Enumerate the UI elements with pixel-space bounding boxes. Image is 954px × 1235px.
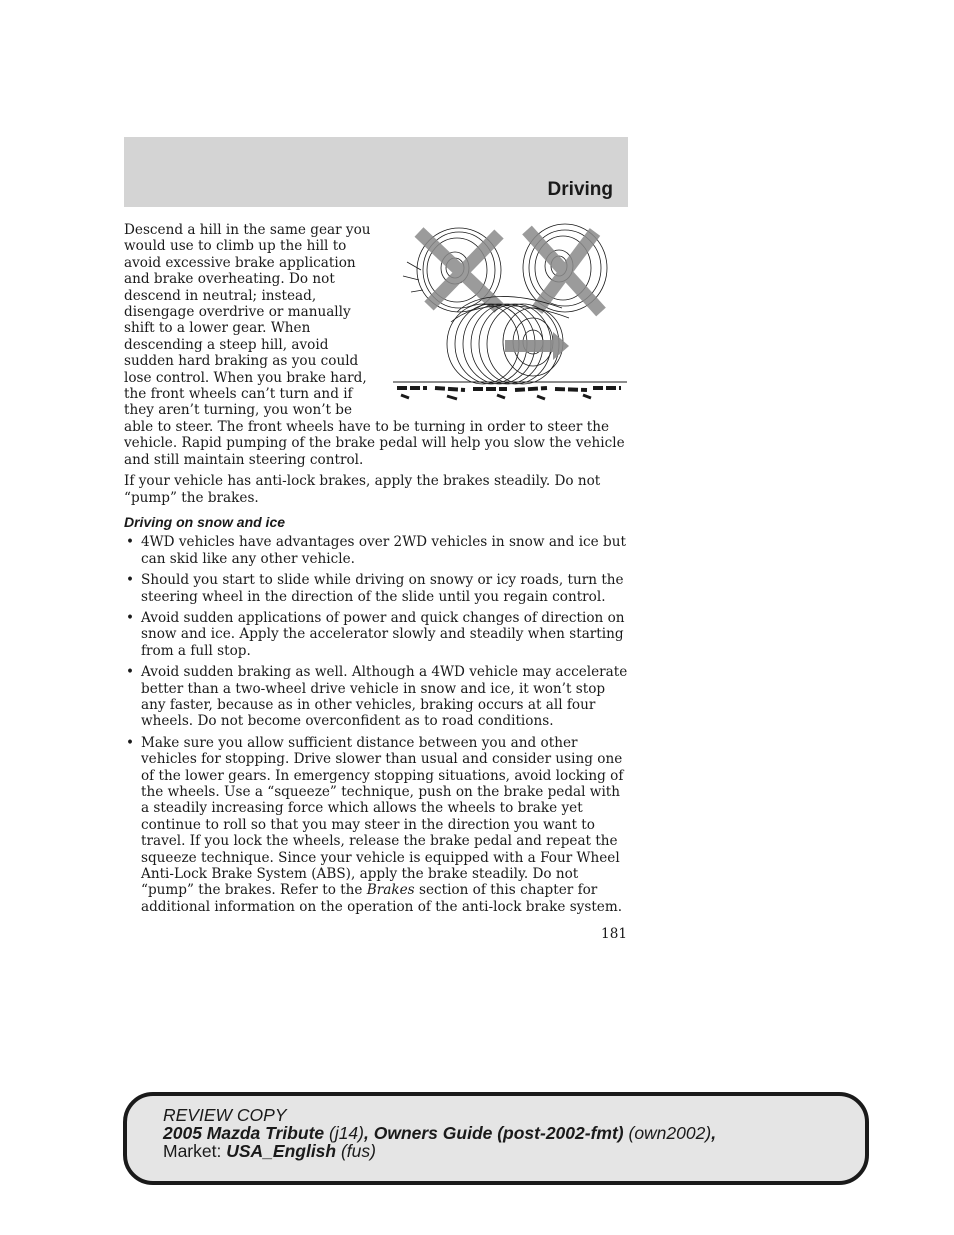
page-number: 181 — [601, 926, 627, 942]
snow-ice-heading: Driving on snow and ice — [124, 513, 286, 530]
road-surface — [393, 382, 627, 399]
list-item-text-start: Make sure you allow sufficient distance between you and other vehicles for stopping. Drive slower than usual and consider using one of the lower gears. In emergency stopping situations, avoid locking of the wheels. Use a “squeeze” technique, push on the brake pedal with a steadily increasing force which allows the wheels to brake yet continue to roll so that you may steer in the direction you want to travel. If you lock the wheels, release the brake pedal and repeat the squeeze technique. Since your vehicle is equipped with a Four Wheel Anti-Lock Brake System (ABS), apply the brake steadily. Do not “pump” the brakes. Refer to the — [141, 734, 624, 899]
footer-guide-code: (own2002) — [623, 1123, 712, 1143]
footer-market-line — [163, 1142, 716, 1160]
brakes-section-reference: Brakes — [366, 882, 415, 899]
bullet-glyph: • — [126, 664, 135, 681]
list-item-text: Avoid sudden applications of power and quick changes of direction on snow and ice. Apply the accelerator slowly and steadily when starting from a full stop. — [141, 609, 625, 659]
direction-arrow — [505, 332, 569, 360]
review-copy-label: REVIEW COPY — [163, 1105, 287, 1125]
bullet-glyph: • — [126, 734, 135, 751]
list-item — [124, 534, 629, 567]
list-item-text: Avoid sudden braking as well. Although a 4WD vehicle may accelerate better than a two-wheel drive vehicle in snow and ice, it won’t stop any faster, because as in other vehicles, braking occurs at all four wheels. Do not become overconfident as to road conditions. — [141, 664, 628, 730]
page-content — [124, 222, 629, 920]
footer-model-line — [163, 1124, 716, 1142]
review-copy-footer — [123, 1092, 869, 1185]
section-title: Driving — [547, 179, 613, 200]
list-item — [124, 735, 629, 915]
footer-market-code: (fus) — [336, 1141, 376, 1161]
footer-model: 2005 Mazda Tribute — [163, 1123, 325, 1143]
list-item — [124, 610, 629, 659]
footer-comma: , — [711, 1123, 717, 1143]
abs-paragraph: If your vehicle has anti-lock brakes, apply the brakes steadily. Do not “pump” the brakes. — [124, 473, 601, 506]
footer-text — [163, 1106, 716, 1160]
bullet-glyph: • — [126, 609, 135, 626]
list-item — [124, 664, 629, 730]
intro-paragraph: Descend a hill in the same gear you would use to climb up the hill to avoid excessive brake application and brake overheating. Do not descend in neutral; instead, disengage overdrive or manually shift to a lower gear. When descending a steep hill, avoid sudden hard braking as you could lose control. When you brake hard, the front wheels can’t turn and if they aren’t turning, you won’t be able to steer. The front wheels have to be turning in order to steer the vehicle. Rapid pumping of the brake pedal will help you slow the vehicle and still maintain steering control. — [124, 222, 625, 468]
footer-guide: , Owners Guide (post-2002-fmt) — [364, 1123, 624, 1143]
bullet-glyph: • — [126, 534, 135, 551]
tire-skid-drawing — [387, 222, 635, 412]
footer-model-code: (j14) — [324, 1123, 364, 1143]
list-item-text: 4WD vehicles have advantages over 2WD vehicles in snow and ice but can skid like any other vehicle. — [141, 534, 626, 567]
list-item-text: Should you start to slide while driving on snowy or icy roads, turn the steering wheel in the direction of the slide until you regain control. — [141, 572, 624, 605]
footer-market: USA_English — [226, 1141, 337, 1161]
list-item-text-end: section of this chapter for additional information on the operation of the anti-lock brake system. — [141, 882, 623, 915]
tire-skid-illustration — [387, 222, 635, 412]
snow-ice-list — [124, 534, 629, 915]
footer-market-label: Market: — [163, 1141, 227, 1161]
section-header-band — [124, 137, 628, 207]
bullet-glyph: • — [126, 572, 135, 589]
list-item — [124, 572, 629, 605]
